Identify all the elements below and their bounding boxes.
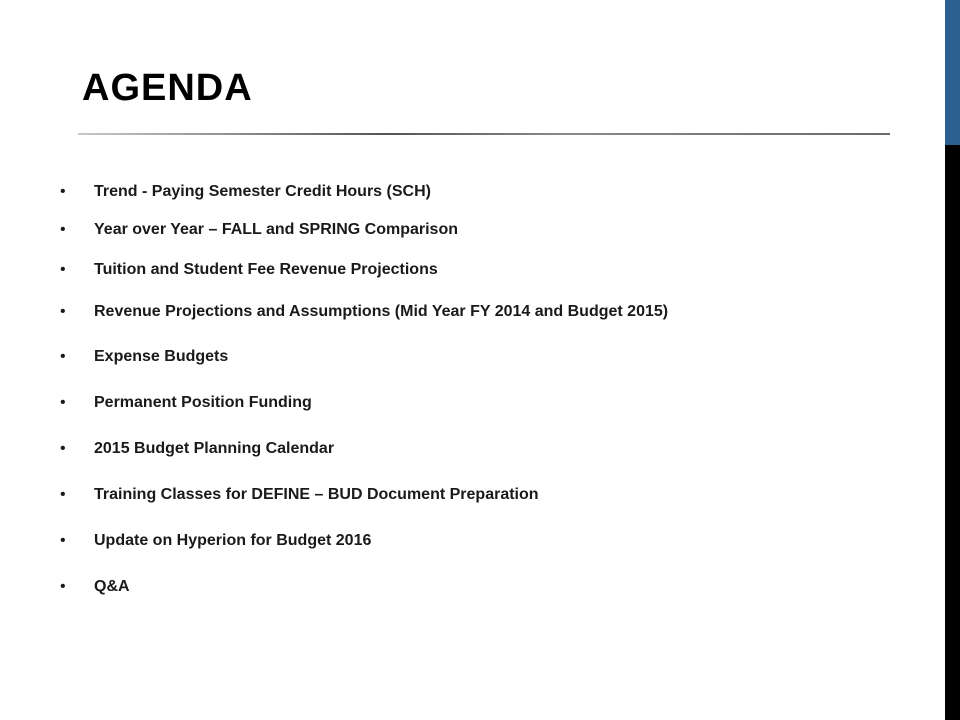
bullet-icon: • [60,303,66,320]
bullet-icon: • [60,394,66,411]
title-divider [78,133,890,135]
agenda-item-text: Permanent Position Funding [94,394,312,411]
bullet-icon: • [60,440,66,457]
agenda-item-text: Year over Year – FALL and SPRING Comparison [94,221,458,238]
side-accent-bar-blue [945,0,960,145]
agenda-item-text: Expense Budgets [94,348,229,365]
bullet-icon: • [60,578,66,595]
agenda-item-text: Training Classes for DEFINE – BUD Document Preparation [94,486,539,503]
agenda-item-text: Update on Hyperion for Budget 2016 [94,532,372,549]
agenda-item-text: Revenue Projections and Assumptions (Mid Year FY 2014 and Budget 2015) [94,303,669,320]
side-accent-bar-black [945,145,960,720]
agenda-item-text: Q&A [94,578,130,595]
bullet-icon: • [60,532,66,549]
bullet-icon: • [60,221,66,238]
bullet-icon: • [60,348,66,365]
agenda-item-text: Tuition and Student Fee Revenue Projections [94,261,438,278]
slide-title: AGENDA [82,67,253,109]
agenda-item-text: 2015 Budget Planning Calendar [94,440,335,457]
bullet-icon: • [60,261,66,278]
agenda-item-text: Trend - Paying Semester Credit Hours (SCH) [94,183,431,200]
bullet-icon: • [60,183,66,200]
bullet-icon: • [60,486,66,503]
